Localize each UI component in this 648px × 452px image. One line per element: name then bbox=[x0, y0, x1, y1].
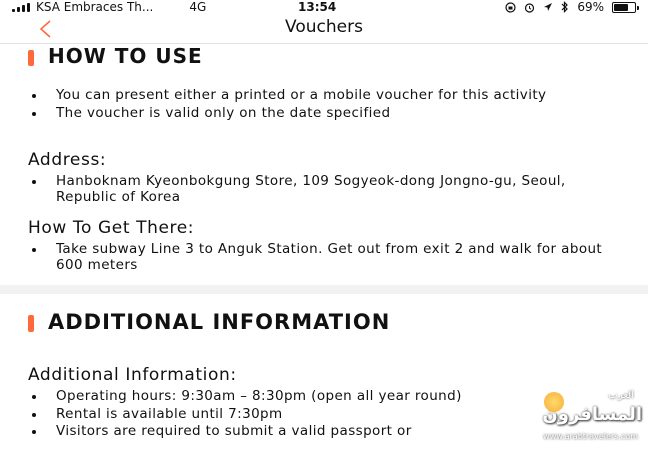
section-accent-bar bbox=[28, 315, 34, 332]
address-list bbox=[28, 174, 628, 205]
section-title-additional-information: ADDITIONAL INFORMATION bbox=[48, 310, 391, 334]
bluetooth-icon bbox=[561, 1, 569, 13]
section-accent-bar bbox=[28, 50, 34, 66]
section-divider bbox=[0, 285, 648, 294]
status-time: 13:54 bbox=[298, 0, 337, 14]
list-item: Take subway Line 3 to Anguk Station. Get out from exit 2 and walk for about 600 meters bbox=[28, 242, 628, 273]
address-heading: Address: bbox=[28, 150, 107, 170]
nav-bar bbox=[0, 14, 648, 44]
status-right bbox=[505, 0, 636, 14]
battery-percent: 69% bbox=[577, 0, 604, 14]
list-item: The voucher is valid only on the date specified bbox=[28, 106, 628, 122]
additional-info-heading: Additional Information: bbox=[28, 365, 237, 385]
carrier-name: KSA Embraces Th... bbox=[36, 0, 154, 14]
section-title-how-to-use: HOW TO USE bbox=[48, 44, 203, 68]
directions-list bbox=[28, 242, 628, 273]
page-title: Vouchers bbox=[285, 17, 363, 37]
status-bar bbox=[0, 0, 648, 14]
watermark-logo bbox=[530, 386, 648, 452]
battery-fill bbox=[614, 4, 628, 11]
watermark-main-text: المسافرون bbox=[542, 404, 642, 425]
signal-icon bbox=[12, 2, 30, 12]
list-item: Operating hours: 9:30am – 8:30pm (open all year round) bbox=[28, 389, 628, 405]
status-left bbox=[12, 0, 206, 14]
directions-heading: How To Get There: bbox=[28, 218, 195, 238]
watermark-url: www.arabtravelers.com bbox=[543, 432, 638, 441]
list-item: Visitors are required to submit a valid passport or bbox=[28, 424, 628, 440]
list-item: You can present either a printed or a mobile voucher for this activity bbox=[28, 88, 628, 104]
watermark-small-text: العرب bbox=[608, 390, 634, 401]
battery-icon bbox=[612, 2, 636, 13]
network-type: 4G bbox=[189, 0, 207, 14]
usage-list bbox=[28, 88, 628, 121]
alarm-icon bbox=[524, 2, 535, 13]
list-item: Rental is available until 7:30pm bbox=[28, 407, 628, 423]
list-item: Hanboknam Kyeonbokgung Store, 109 Sogyeok-dong Jongno-gu, Seoul, Republic of Korea bbox=[28, 174, 628, 205]
lock-rotation-icon bbox=[505, 2, 516, 13]
location-icon bbox=[543, 2, 553, 12]
